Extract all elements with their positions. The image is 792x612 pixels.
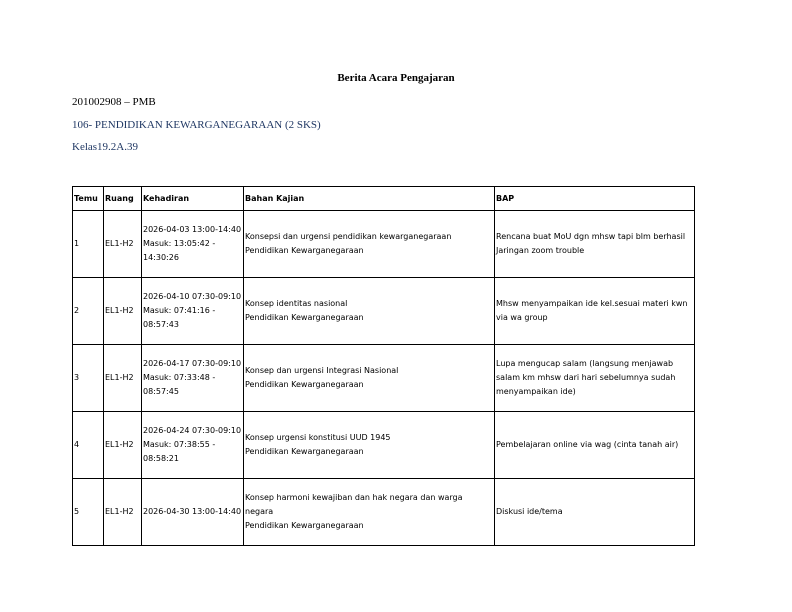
cell-kehadiran — [142, 479, 244, 546]
header-temu: Temu — [73, 187, 104, 211]
header-ruang: Ruang — [104, 187, 142, 211]
cell-bap: Mhsw menyampaikan ide kel.sesuai materi kwn via wa group — [495, 278, 695, 345]
cell-bap: Pembelajaran online via wag (cinta tanah air) — [495, 412, 695, 479]
topic: Konsep urgensi konstitusi UUD 1945 — [245, 433, 391, 442]
cell-bahan-kajian — [244, 412, 495, 479]
header-bap: BAP — [495, 187, 695, 211]
table-row — [73, 278, 695, 345]
document-title: Berita Acara Pengajaran — [337, 72, 455, 84]
header-kehadiran: Kehadiran — [142, 187, 244, 211]
check-in-time: Masuk: 07:33:48 - 08:57:45 — [143, 373, 216, 396]
topic: Konsep identitas nasional — [245, 299, 348, 308]
subject: Pendidikan Kewarganegaraan — [245, 521, 364, 530]
table-row — [73, 479, 695, 546]
schedule-time: 2026-04-03 13:00-14:40 — [143, 225, 242, 234]
cell-bahan-kajian — [244, 479, 495, 546]
cell-kehadiran — [142, 345, 244, 412]
schedule-time: 2026-04-30 13:00-14:40 — [143, 507, 242, 516]
subject: Pendidikan Kewarganegaraan — [245, 447, 364, 456]
cell-bahan-kajian — [244, 345, 495, 412]
check-in-time: Masuk: 07:38:55 - 08:58:21 — [143, 440, 216, 463]
cell-temu: 4 — [73, 412, 104, 479]
cell-temu: 5 — [73, 479, 104, 546]
check-in-time: Masuk: 13:05:42 - 14:30:26 — [143, 239, 216, 262]
attendance-table — [72, 186, 695, 546]
table-row — [73, 412, 695, 479]
cell-bap: Lupa mengucap salam (langsung menjawab salam km mhsw dari hari sebelumnya sudah menyampaikan ide) — [495, 345, 695, 412]
topic: Konsep harmoni kewajiban dan hak negara dan warga negara — [245, 493, 463, 516]
cell-ruang: EL1-H2 — [104, 211, 142, 278]
cell-temu: 2 — [73, 278, 104, 345]
table-header-row — [73, 187, 695, 211]
table-row — [73, 345, 695, 412]
cell-temu: 3 — [73, 345, 104, 412]
table-row — [73, 211, 695, 278]
course-name: 106- PENDIDIKAN KEWARGANEGARAAN (2 SKS) — [72, 119, 321, 131]
topic: Konsepsi dan urgensi pendidikan kewarganegaraan — [245, 232, 452, 241]
header-bahan-kajian: Bahan Kajian — [244, 187, 495, 211]
schedule-time: 2026-04-17 07:30-09:10 — [143, 359, 242, 368]
cell-bap: Rencana buat MoU dgn mhsw tapi blm berhasil Jaringan zoom trouble — [495, 211, 695, 278]
class-name: Kelas19.2A.39 — [72, 141, 138, 153]
topic: Konsep dan urgensi Integrasi Nasional — [245, 366, 399, 375]
cell-temu: 1 — [73, 211, 104, 278]
cell-kehadiran — [142, 211, 244, 278]
cell-bahan-kajian — [244, 278, 495, 345]
cell-bahan-kajian — [244, 211, 495, 278]
schedule-time: 2026-04-10 07:30-09:10 — [143, 292, 242, 301]
check-in-time: Masuk: 07:41:16 - 08:57:43 — [143, 306, 216, 329]
schedule-time: 2026-04-24 07:30-09:10 — [143, 426, 242, 435]
cell-ruang: EL1-H2 — [104, 345, 142, 412]
subject: Pendidikan Kewarganegaraan — [245, 246, 364, 255]
cell-bap: Diskusi ide/tema — [495, 479, 695, 546]
cell-ruang: EL1-H2 — [104, 479, 142, 546]
cell-kehadiran — [142, 278, 244, 345]
subject: Pendidikan Kewarganegaraan — [245, 313, 364, 322]
course-code: 201002908 – PMB — [72, 96, 156, 108]
cell-kehadiran — [142, 412, 244, 479]
cell-ruang: EL1-H2 — [104, 278, 142, 345]
subject: Pendidikan Kewarganegaraan — [245, 380, 364, 389]
cell-ruang: EL1-H2 — [104, 412, 142, 479]
